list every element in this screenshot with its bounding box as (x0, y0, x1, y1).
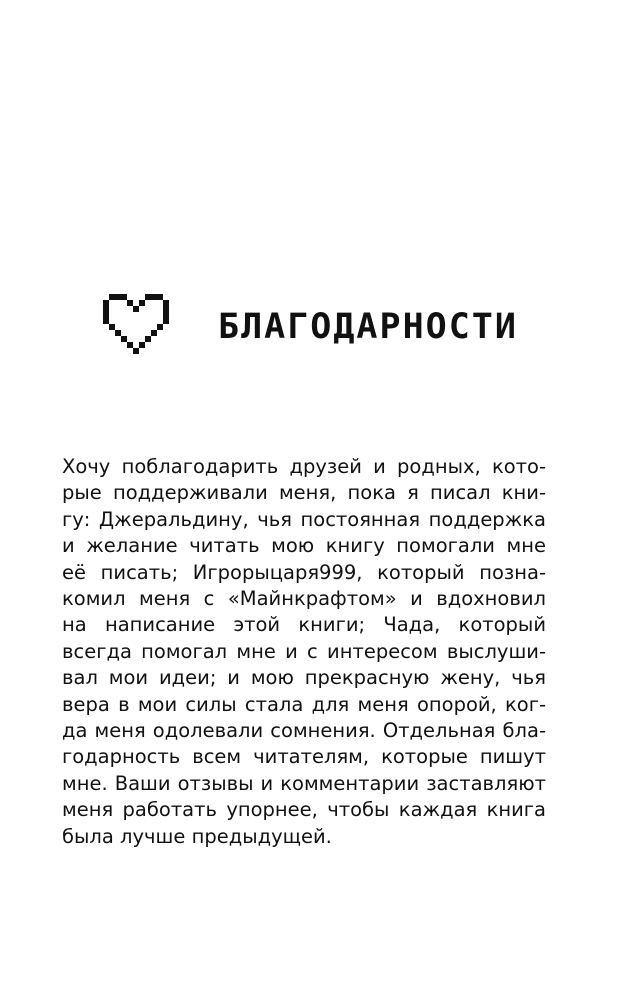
text-line: вал мои идеи; и мою прекрасную жену, чья (62, 666, 546, 690)
text-line: да меня одолевали сомнения. Отдельная бла- (62, 719, 546, 743)
page-title: БЛАГОДАРНОСТИ (218, 307, 518, 347)
text-line: была лучше предыдущей. (62, 824, 332, 848)
text-line: вера в мои силы стала для меня опорой, ког- (62, 692, 546, 716)
text-line: мне. Ваши отзывы и комментарии заставляют (62, 771, 546, 795)
text-line: её писать; Игрорыцаря999, который позна- (62, 560, 546, 584)
text-line: комил меня с «Майнкрафтом» и вдохновил (62, 587, 546, 611)
text-line: меня работать упорнее, чтобы каждая книга (62, 798, 546, 822)
text-line: и желание читать мою книгу помогали мне (62, 534, 546, 558)
text-line: на написание этой книги; Чада, который (62, 613, 546, 637)
text-line: гу: Джеральдину, чья постоянная поддержка (62, 507, 546, 531)
acknowledgements-heading (103, 294, 543, 360)
text-line: годарность всем читателям, которые пишут (62, 745, 546, 769)
text-line: Хочу поблагодарить друзей и родных, кото- (62, 455, 546, 478)
text-line: рые поддерживали меня, пока я писал кни- (62, 481, 546, 505)
heart-outline-icon (103, 294, 169, 360)
text-line: всегда помогал мне и с интересом выслуши- (62, 639, 546, 663)
acknowledgements-text (62, 454, 546, 850)
